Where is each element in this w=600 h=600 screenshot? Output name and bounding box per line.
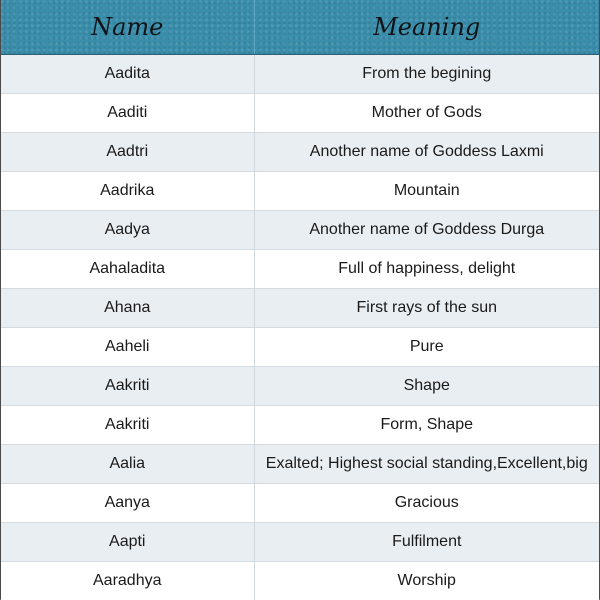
name-cell: Aanya <box>1 483 254 522</box>
column-header-meaning[interactable]: Meaning <box>254 0 599 54</box>
name-cell: Aaradhya <box>1 561 254 600</box>
meaning-cell: Form, Shape <box>254 405 599 444</box>
meaning-cell: Shape <box>254 366 599 405</box>
name-cell: Aaditi <box>1 93 254 132</box>
column-header-name[interactable]: Name <box>1 0 254 54</box>
table-row <box>1 93 599 132</box>
meaning-cell: Pure <box>254 327 599 366</box>
name-cell: Aadtri <box>1 132 254 171</box>
name-cell: Aakriti <box>1 366 254 405</box>
meaning-cell: First rays of the sun <box>254 288 599 327</box>
table-row <box>1 210 599 249</box>
name-cell: Aadya <box>1 210 254 249</box>
meaning-cell: Exalted; Highest social standing,Excellent,big <box>254 444 599 483</box>
table-row <box>1 327 599 366</box>
meaning-cell: Full of happiness, delight <box>254 249 599 288</box>
table-row <box>1 171 599 210</box>
meaning-cell: Another name of Goddess Durga <box>254 210 599 249</box>
name-cell: Aadita <box>1 54 254 93</box>
meaning-cell: Gracious <box>254 483 599 522</box>
table-row <box>1 444 599 483</box>
table-row <box>1 405 599 444</box>
table-row <box>1 288 599 327</box>
name-cell: Aahaladita <box>1 249 254 288</box>
name-cell: Aadrika <box>1 171 254 210</box>
table-row <box>1 522 599 561</box>
name-cell: Aapti <box>1 522 254 561</box>
table-row <box>1 132 599 171</box>
table-row <box>1 249 599 288</box>
meaning-cell: Worship <box>254 561 599 600</box>
header-row <box>1 0 599 54</box>
meaning-cell: From the begining <box>254 54 599 93</box>
meaning-cell: Another name of Goddess Laxmi <box>254 132 599 171</box>
name-cell: Aakriti <box>1 405 254 444</box>
table-row <box>1 54 599 93</box>
table-row <box>1 366 599 405</box>
name-cell: Aaheli <box>1 327 254 366</box>
table-row <box>1 561 599 600</box>
meaning-cell: Mother of Gods <box>254 93 599 132</box>
name-cell: Ahana <box>1 288 254 327</box>
meaning-cell: Fulfilment <box>254 522 599 561</box>
table-body <box>1 54 599 600</box>
name-cell: Aalia <box>1 444 254 483</box>
table-header <box>1 0 599 54</box>
table-row <box>1 483 599 522</box>
meaning-cell: Mountain <box>254 171 599 210</box>
names-table <box>1 0 599 600</box>
